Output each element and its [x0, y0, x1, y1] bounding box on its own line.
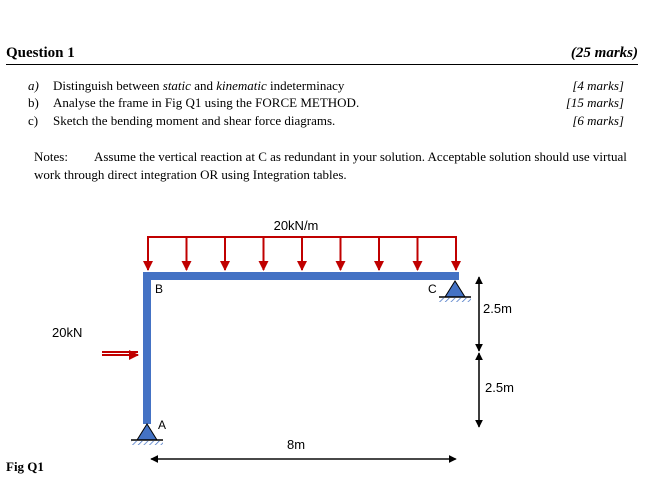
span-label: 8m — [286, 437, 306, 452]
part-a-text-static: static — [162, 78, 191, 93]
frame-figure — [0, 200, 648, 485]
pin-support-c — [439, 281, 471, 302]
question-title: Question 1 — [6, 45, 75, 61]
node-c-label: C — [428, 282, 437, 296]
part-a-text — [53, 78, 344, 94]
distributed-load — [147, 237, 457, 270]
node-b-label: B — [155, 282, 164, 296]
beam-bc — [143, 272, 459, 280]
column-ab — [143, 272, 151, 424]
part-b-marks: [15 marks] — [565, 95, 624, 110]
point-load-label: 20kN — [52, 325, 83, 340]
node-a-label: A — [158, 418, 167, 432]
part-c — [28, 113, 628, 131]
part-a-label: a) — [28, 78, 39, 93]
height-lower-label: 2.5m — [485, 380, 514, 395]
question-header — [6, 44, 638, 65]
part-a-text-mid: and — [190, 78, 217, 93]
part-a — [28, 78, 628, 96]
part-c-label: c) — [28, 113, 39, 128]
part-b — [28, 95, 628, 113]
figure-caption: Fig Q1 — [6, 459, 44, 474]
part-c-text: Sketch the bending moment and shear force diagrams. — [53, 113, 336, 128]
part-b-text: Analyse the frame in Fig Q1 using the FORCE METHOD. — [53, 95, 360, 110]
notes-label: Notes: — [34, 149, 68, 164]
notes — [34, 148, 634, 184]
part-a-marks: [4 marks] — [572, 78, 624, 93]
question-total-marks: (25 marks) — [570, 45, 638, 61]
part-a-text-pre: Distinguish between — [53, 78, 163, 93]
height-upper-label: 2.5m — [483, 301, 512, 316]
udl-arrows — [148, 237, 456, 270]
part-c-marks: [6 marks] — [572, 113, 624, 128]
notes-text: Assume the vertical reaction at C as redundant in your solution. Acceptable solution should use virtual work through direct integration OR using Integration tables. — [34, 149, 627, 182]
part-a-text-post: indeterminacy — [266, 78, 345, 93]
udl-label: 20kN/m — [273, 218, 319, 233]
part-a-text-kinematic: kinematic — [216, 78, 267, 93]
part-b-label: b) — [28, 95, 39, 110]
